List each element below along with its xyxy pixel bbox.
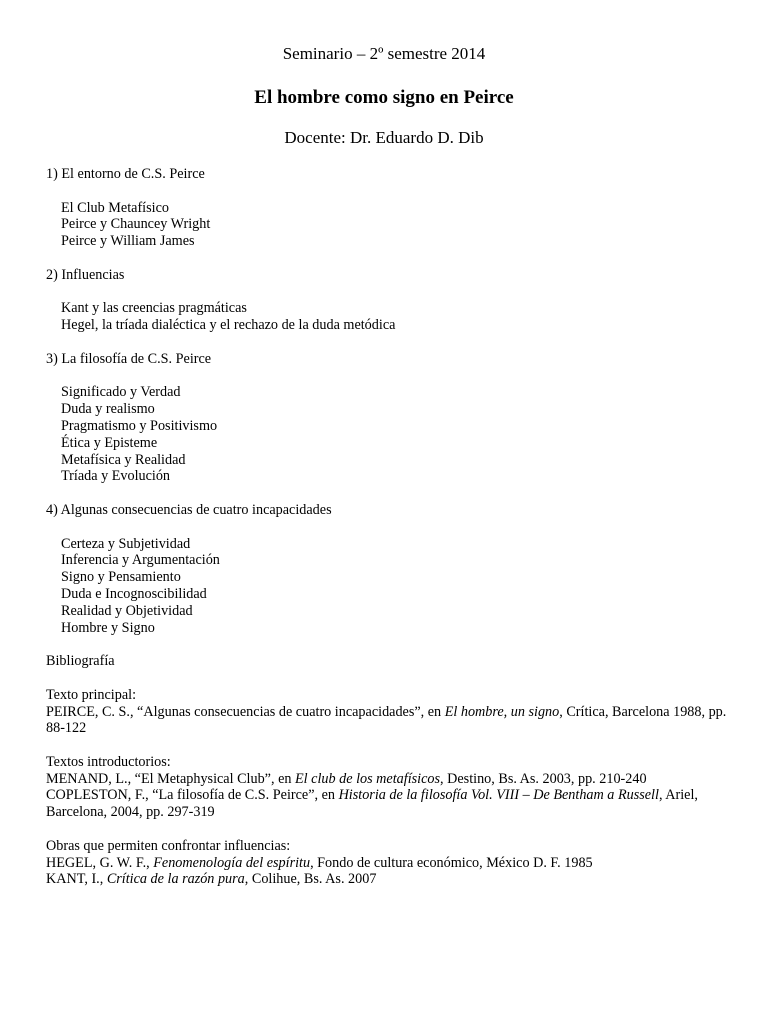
reference-text: , Colihue, Bs. As. 2007 [244, 871, 377, 888]
topic-item: El Club Metafísico [61, 199, 169, 216]
topic-item: Duda e Incognoscibilidad [61, 585, 207, 602]
reference-text: , Crítica, Barcelona 1988, pp. 88-122 [46, 703, 727, 737]
reference-entry [46, 787, 746, 821]
section-4 [46, 502, 746, 636]
topic-list [61, 536, 746, 637]
bibliography-heading: Bibliografía [46, 653, 115, 670]
topic-item: Metafísica y Realidad [61, 451, 186, 468]
topic-list [61, 384, 746, 485]
topic-list [61, 200, 746, 250]
topic-item: Ética y Episteme [61, 434, 158, 451]
topic-item: Realidad y Objetividad [61, 602, 193, 619]
reference-text: MENAND, L., “El Metaphysical Club”, en [46, 770, 296, 787]
section-heading: 3) La filosofía de C.S. Peirce [46, 350, 212, 367]
reference-title: Fenomenología del espíritu [153, 854, 311, 871]
reference-label: Texto principal: [46, 686, 137, 703]
reference-title: El hombre, un signo [444, 703, 560, 720]
topic-item: Signo y Pensamiento [61, 569, 181, 586]
document-title: El hombre como signo en Peirce [254, 87, 514, 108]
section-1 [46, 166, 746, 250]
topic-item: Certeza y Subjetividad [61, 535, 191, 552]
section-heading: 2) Influencias [46, 266, 125, 283]
topic-item: Hegel, la tríada dialéctica y el rechazo de la duda metódica [61, 317, 396, 334]
syllabus-body [46, 166, 746, 905]
topic-item: Peirce y Chauncey Wright [61, 216, 211, 233]
reference-text: , Destino, Bs. As. 2003, pp. 210-240 [440, 770, 647, 787]
topic-item: Pragmatismo y Positivismo [61, 417, 218, 434]
main-text-block [46, 687, 746, 737]
influences-block [46, 838, 746, 888]
topic-item: Inferencia y Argumentación [61, 552, 220, 569]
reference-title: Crítica de la razón pura [106, 871, 245, 888]
intro-texts-block [46, 754, 746, 821]
topic-item: Peirce y William James [61, 233, 195, 250]
reference-text: COPLESTON, F., “La filosofía de C.S. Peirce”, en [46, 787, 339, 804]
topic-list [61, 300, 746, 334]
spacer [46, 670, 746, 687]
reference-title: Historia de la filosofía Vol. VIII – De Bentham a Russell [338, 787, 659, 804]
reference-text: PEIRCE, C. S., “Algunas consecuencias de cuatro incapacidades”, en [46, 703, 445, 720]
section-2 [46, 267, 746, 334]
reference-text: KANT, I., [46, 871, 107, 888]
reference-entry [46, 771, 746, 788]
reference-text: , Ariel, Barcelona, 2004, pp. 297-319 [46, 787, 698, 821]
section-heading: 1) El entorno de C.S. Peirce [46, 166, 205, 182]
reference-title: El club de los metafísicos [295, 770, 441, 787]
reference-text: , Fondo de cultura económico, México D. F. 1985 [310, 854, 593, 871]
topic-item: Duda y realismo [61, 401, 155, 418]
topic-item: Hombre y Signo [61, 619, 155, 636]
reference-entry [46, 855, 746, 872]
topic-item: Significado y Verdad [61, 384, 181, 401]
seminar-heading: Seminario – 2º semestre 2014 [282, 44, 486, 63]
section-3 [46, 351, 746, 485]
topic-item: Kant y las creencias pragmáticas [61, 300, 247, 317]
reference-entry [46, 704, 746, 738]
reference-label: Obras que permiten confrontar influencias: [46, 837, 291, 854]
reference-label: Textos introductorios: [46, 753, 171, 770]
reference-text: HEGEL, G. W. F., [46, 854, 154, 871]
topic-item: Tríada y Evolución [61, 468, 171, 485]
teacher-line: Docente: Dr. Eduardo D. Dib [284, 128, 484, 147]
section-heading: 4) Algunas consecuencias de cuatro incapacidades [46, 501, 332, 518]
reference-entry [46, 871, 746, 888]
